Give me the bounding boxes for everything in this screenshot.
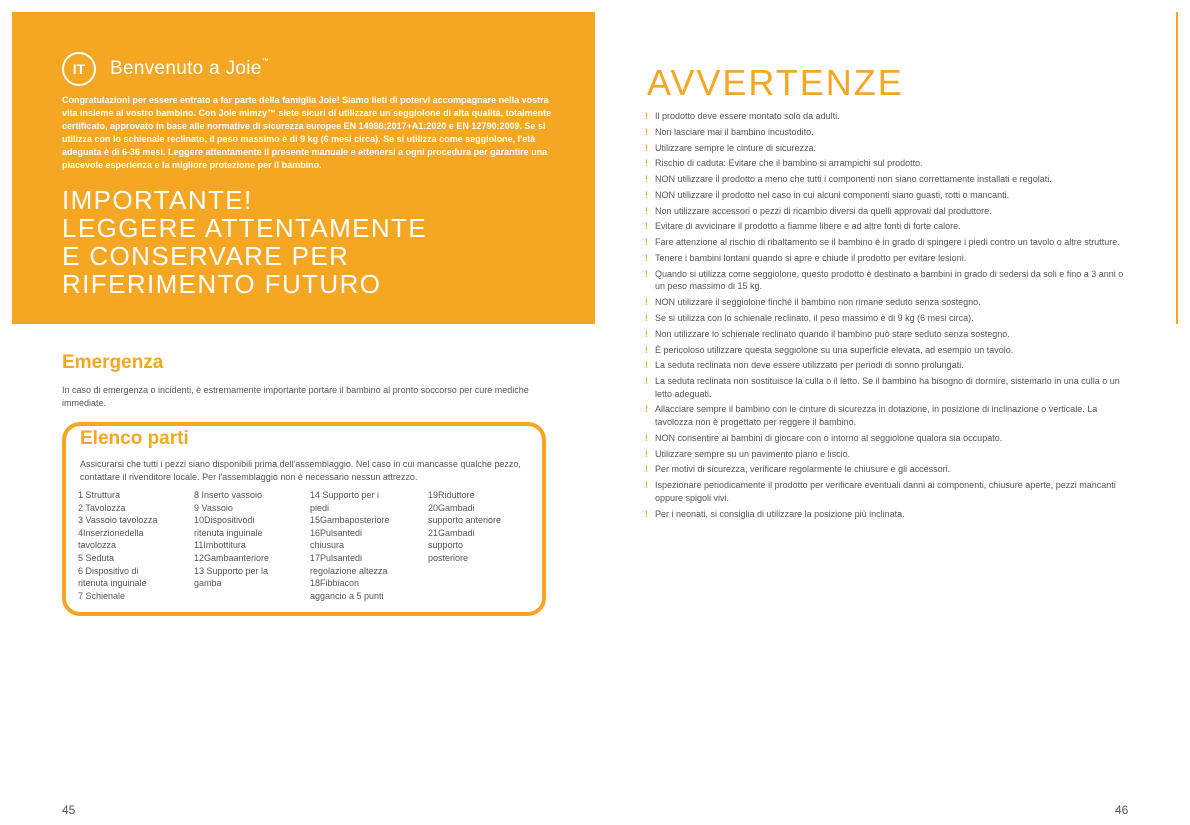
page-number-left: 45 (62, 803, 76, 817)
warning-item (645, 448, 1125, 461)
emergency-heading: Emergenza (62, 352, 164, 373)
part-item: 1 Struttura (78, 490, 121, 500)
warning-icon: ! (645, 404, 648, 415)
warning-icon: ! (645, 174, 648, 185)
part-item: 7 Schienale (78, 590, 126, 601)
part-item: tavolozza (78, 540, 117, 551)
parts-intro: Assicurarsi che tutti i pezzi siano disponibili prima dell'assemblaggio. Nel caso in cui mancasse qualche pezzo, contattare il rivenditore locale. Per l'assemblaggio non è necessario nessun attrezzo. (80, 459, 521, 482)
warning-item (645, 508, 1125, 521)
part-item: chiusura (310, 540, 345, 551)
warning-text: È pericoloso utilizzare questa seggiolone su una superficie elevata, ad esempio un tavolo. (655, 344, 1014, 355)
warning-icon: ! (645, 464, 648, 475)
warning-text: Ispezionare periodicamente il prodotto per verificare eventuali danni ai componenti, chiusure aperte, pezzi mancanti oppure spigoli vivi. (655, 480, 1116, 503)
warning-text: Per motivi di sicurezza, verificare regolarmente le chiusure e gli accessori. (655, 464, 951, 475)
part-item: 20Gambadi (428, 502, 475, 513)
warning-icon: ! (645, 312, 648, 323)
part-item: 10Dispositivodi (194, 515, 255, 526)
right-page (595, 0, 1190, 825)
warning-text: La seduta reclinata non deve essere utilizzato per periodi di sonno prolungati. (655, 360, 964, 371)
warning-item (645, 463, 1125, 476)
warning-item (645, 189, 1125, 202)
warning-icon: ! (645, 432, 648, 443)
warning-item (645, 359, 1125, 372)
parts-column-2 (194, 489, 309, 590)
warning-icon: ! (645, 360, 648, 371)
warning-item (645, 220, 1125, 233)
warning-icon: ! (645, 268, 648, 279)
warning-item (645, 328, 1125, 341)
warning-icon: ! (645, 480, 648, 491)
warning-text: Utilizzare sempre le cinture di sicurezza. (655, 142, 817, 153)
page-number-right: 46 (1115, 803, 1129, 817)
warnings-heading: AVVERTENZE (647, 62, 904, 103)
warning-item (645, 344, 1125, 357)
important-line: LEGGERE ATTENTAMENTE (62, 213, 428, 243)
warning-text: Quando si utilizza come seggiolone, questo prodotto è destinato a bambini in grado di sedersi da soli e fino a 3 anni o un peso massimo di 15 kg. (655, 268, 1124, 292)
warnings-list (645, 110, 1125, 523)
warning-text: Il prodotto deve essere montato solo da adulti. (655, 111, 840, 121)
part-item: 6 Dispositivo di (78, 565, 139, 576)
warning-item (645, 126, 1125, 139)
part-item: piedi (310, 502, 330, 513)
part-item: 17Pulsantedi (310, 552, 363, 563)
part-item: supporto (428, 540, 464, 551)
warning-text: NON utilizzare il prodotto a meno che tutti i componenti non siano correttamente installati e regolati. (655, 174, 1052, 185)
part-item: regolazione altezza (310, 565, 388, 576)
warning-icon: ! (645, 111, 648, 121)
warning-text: La seduta reclinata non sostituisce la culla o il letto. Se il bambino ha bisogno di dormire, sistemarlo in una culla o un letto adeguati. (655, 376, 1120, 399)
part-item: 2 Tavolozza (78, 502, 126, 513)
warning-item (645, 268, 1125, 293)
parts-column-4 (428, 489, 543, 565)
warning-item (645, 173, 1125, 186)
warning-item (645, 236, 1125, 249)
part-item: 18Fibbiacon (310, 578, 360, 589)
warning-icon: ! (645, 126, 648, 137)
part-item: posteriore (428, 552, 469, 563)
important-line: E CONSERVARE PER (62, 241, 350, 271)
parts-column-1 (78, 489, 193, 602)
warning-icon: ! (645, 221, 648, 232)
part-item: 19Riduttore (428, 490, 475, 500)
emergency-paragraph: In caso di emergenza o incidenti, è estremamente importante portare il bambino al pronto soccorso per cure mediche immediate. (62, 385, 529, 408)
warning-text: Non lasciare mai il bambino incustodito. (655, 126, 814, 137)
warning-text: Per i neonati, si consiglia di utilizzare la posizione più inclinata. (655, 508, 905, 519)
part-item: 15Gambaposteriore (310, 515, 390, 526)
part-item: 3 Vassoio tavolozza (78, 515, 158, 526)
part-item: ritenuta inguinale (78, 578, 147, 589)
warning-item (645, 403, 1125, 428)
welcome-title-text: Benvenuto a Joie (110, 58, 262, 79)
warning-icon: ! (645, 158, 648, 169)
warning-item (645, 375, 1125, 400)
warning-text: Allacciare sempre il bambino con le cinture di sicurezza in dotazione, in posizione di inclinazione o verticale. La tavolozza non è progettato per reggere il bambino. (655, 404, 1098, 428)
part-item: aggancio a 5 punti (310, 590, 384, 601)
warning-item (645, 157, 1125, 170)
parts-column-3 (310, 489, 425, 602)
warning-icon: ! (645, 189, 648, 200)
part-item: gamba (194, 578, 222, 589)
warning-item (645, 479, 1125, 504)
warning-item (645, 296, 1125, 309)
part-item: 21Gambadi (428, 527, 475, 538)
warning-text: NON utilizzare il prodotto nel caso in cui alcuni componenti siano guasti, rotti o mancanti. (655, 189, 1010, 200)
edge-accent-line (1176, 12, 1178, 324)
part-item: 11Imbottitura (194, 540, 246, 551)
part-item: 16Pulsantedi (310, 527, 363, 538)
warning-item (645, 142, 1125, 155)
part-item: ritenuta inguinale (194, 527, 263, 538)
important-line: RIFERIMENTO FUTURO (62, 269, 382, 299)
warning-icon: ! (645, 237, 648, 248)
warning-item (645, 205, 1125, 218)
warning-icon: ! (645, 376, 648, 387)
warning-text: NON utilizzare il seggiolone finché il bambino non rimane seduto senza sostegno. (655, 297, 981, 308)
warning-text: Tenere i bambini lontani quando si apre e chiude il prodotto per evitare lesioni. (655, 253, 967, 264)
warning-text: Se si utilizza con lo schienale reclinato, il peso massimo è di 9 kg (6 mesi circa). (655, 312, 974, 323)
part-item: 14 Supporto per i (310, 490, 380, 500)
important-line: IMPORTANTE! (62, 185, 253, 215)
warning-item (645, 432, 1125, 445)
part-item: 9 Vassoio (194, 502, 233, 513)
warning-icon: ! (645, 253, 648, 264)
part-item: 13 Supporto per la (194, 565, 269, 576)
part-item: 5 Seduta (78, 552, 115, 563)
warning-icon: ! (645, 328, 648, 339)
warning-text: Rischio di caduta: Evitare che il bambino si arrampichi sul prodotto. (655, 158, 923, 169)
warning-icon: ! (645, 508, 648, 519)
important-notice (62, 186, 562, 298)
warning-text: Non utilizzare accessori o pezzi di ricambio diversi da quelli approvati dal produttore. (655, 205, 992, 216)
warning-text: Fare attenzione al rischio di ribaltamento se il bambino è in grado di spingere i piedi contro un tavolo o altre strutture. (655, 237, 1120, 248)
warning-icon: ! (645, 142, 648, 153)
warning-icon: ! (645, 297, 648, 308)
warning-text: Utilizzare sempre su un pavimento piano e liscio. (655, 448, 851, 459)
warning-item (645, 312, 1125, 325)
warning-text: Non utilizzare lo schienale reclinato quando il bambino può stare seduto senza sostegno. (655, 328, 1010, 339)
warning-icon: ! (645, 205, 648, 216)
warning-icon: ! (645, 344, 648, 355)
part-item: 12Gambaanteriore (194, 552, 270, 563)
language-badge: IT (62, 52, 96, 86)
part-item: 8 Inserto vassoio (194, 490, 263, 500)
warning-icon: ! (645, 448, 648, 459)
parts-heading: Elenco parti (80, 428, 189, 449)
warning-text: NON consentire ai bambini di giocare con o intorno al seggiolone qualora sia occupato. (655, 432, 1003, 443)
part-item: supporto anteriore (428, 515, 502, 526)
warning-item (645, 252, 1125, 265)
part-item: 4Inserzionedella (78, 527, 144, 538)
trademark-mark: ™ (261, 58, 269, 65)
warning-text: Evitare di avvicinare il prodotto a fiamme libere e ad altre fonti di forte calore. (655, 221, 961, 232)
welcome-title (110, 58, 269, 80)
welcome-paragraph: Congratulazioni per essere entrato a far parte della famiglia Joie! Siamo lieti di potervi accompagnare nella vostra vita insieme al vostro bambino. Con Joie mimzy™ siete sicuri di utilizzare un seggiolone di alta qualità, totalmente certificato, approvato in base alle normative di sicurezza europee EN 14988:2017+A1:2020 e EN 12790:2009. Se si utilizza con lo schienale reclinato, il peso massimo è di 9 kg (6 mesi circa). Se si utilizza come seggiolone, l'età adeguata è di 6-36 mesi. Leggere attentamente il presente manuale e attenersi a ogni procedura per garantire una piacevole esperienza e la migliore protezione per il bambino. (62, 95, 552, 170)
warning-item (645, 110, 1125, 123)
